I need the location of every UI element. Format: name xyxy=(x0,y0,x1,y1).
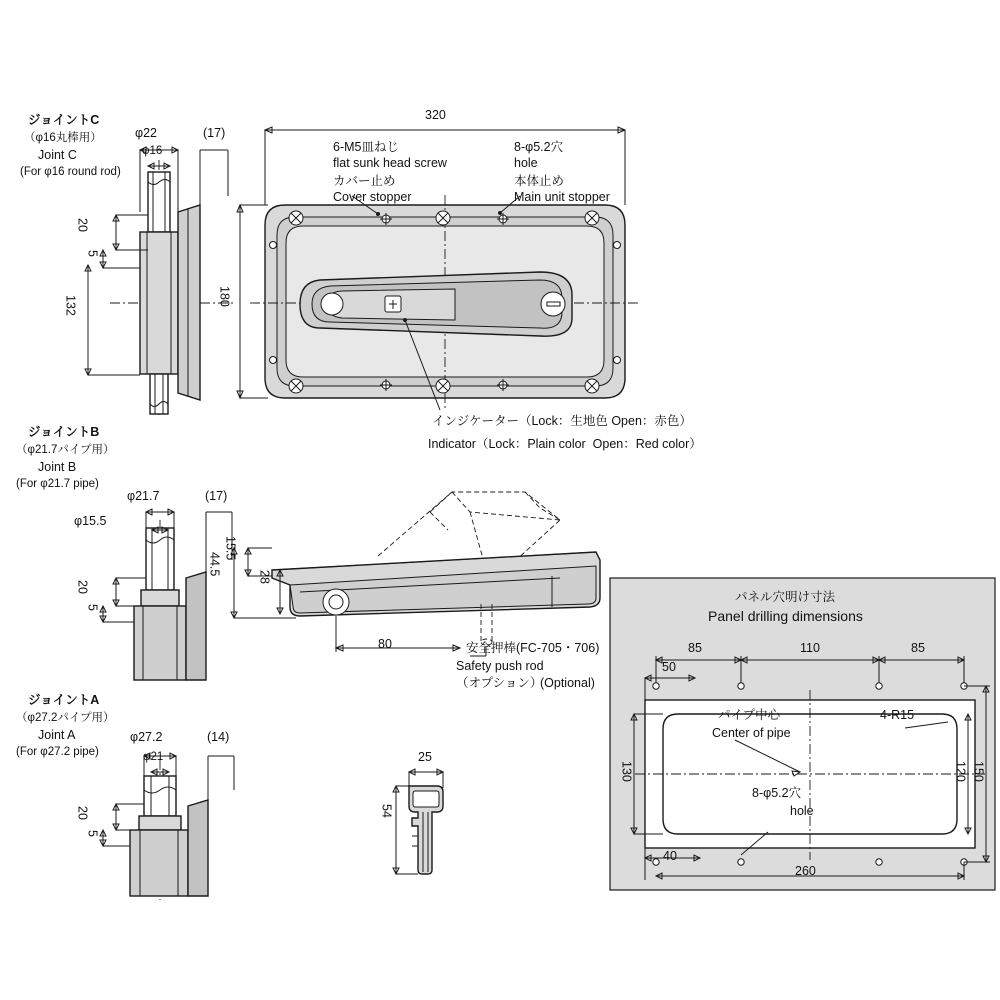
joint-a-spec-jp: （φ27.2パイプ用） xyxy=(16,712,115,724)
joint-a-dim-phi21: φ21 xyxy=(143,751,164,763)
joint-a-spec-en: (For φ27.2 pipe) xyxy=(16,746,99,758)
panel-dim-85-right: 85 xyxy=(911,641,925,655)
joint-b-name-jp: ジョイントB xyxy=(28,425,100,439)
joint-b-dim-phi217: φ21.7 xyxy=(127,489,160,503)
callout-main-stopper-en: Main unit stopper xyxy=(514,190,610,204)
panel-dim-50: 50 xyxy=(662,660,676,674)
joint-b-dim-5: 5 xyxy=(85,604,100,611)
joint-b-view xyxy=(100,509,232,680)
joint-b-dim-20: 20 xyxy=(75,580,90,594)
safety-rod-en2: (Optional) xyxy=(540,676,595,690)
panel-callout-hole-jp: 8-φ5.2穴 xyxy=(752,786,802,800)
joint-b-spec-en: (For φ21.7 pipe) xyxy=(16,478,99,490)
key-view xyxy=(393,769,443,874)
joint-c-dim-bracket: (17) xyxy=(203,126,226,140)
joint-c-dim-20: 20 xyxy=(75,218,90,232)
panel-title-en: Panel drilling dimensions xyxy=(708,608,863,624)
joint-c-dim-5: 5 xyxy=(85,250,100,257)
panel-callout-pipe-center-en: Center of pipe xyxy=(712,726,791,740)
callout-hole-jp: 8-φ5.2穴 xyxy=(514,140,564,154)
joint-b-spec-jp: （φ21.7パイプ用） xyxy=(16,444,115,456)
joint-a-dim-phi272: φ27.2 xyxy=(130,730,163,744)
panel-dim-40: 40 xyxy=(663,849,677,863)
side-view xyxy=(231,492,600,656)
joint-a-name-en: Joint A xyxy=(38,728,76,742)
panel-dim-85-left: 85 xyxy=(688,641,702,655)
callout-screw-jp: 6-M5皿ねじ xyxy=(333,140,399,154)
panel-callout-r15: 4-R15 xyxy=(880,708,915,722)
joint-c-dim-132: 132 xyxy=(63,295,78,316)
safety-rod-en: Safety push rod xyxy=(456,659,544,673)
indicator-label-jp: インジケーター（Lock：生地色 Open：赤色） xyxy=(432,414,692,428)
joint-c-spec-en: (For φ16 round rod) xyxy=(20,166,121,178)
side-view-dim-28: 28 xyxy=(257,570,272,584)
joint-c-view xyxy=(85,147,235,415)
panel-dim-110: 110 xyxy=(800,641,820,655)
panel-title-jp: パネル穴明け寸法 xyxy=(735,590,836,604)
callout-cover-en: Cover stopper xyxy=(333,190,412,204)
joint-c-name-jp: ジョイントC xyxy=(28,113,100,127)
joint-a-view xyxy=(100,753,234,900)
joint-c-spec-jp: （φ16丸棒用） xyxy=(24,132,102,144)
callout-hole-en: hole xyxy=(514,156,538,170)
panel-dim-150: 150 xyxy=(971,761,986,782)
joint-a-dim-bracket: (14) xyxy=(207,730,230,744)
side-view-dim-15-5: 15.5 xyxy=(223,536,238,561)
joint-b-dim-phi155: φ15.5 xyxy=(74,514,107,528)
joint-c-name-en: Joint C xyxy=(38,148,77,162)
joint-c-dim-phi16: φ16 xyxy=(142,145,163,157)
callout-cover-jp: カバー止め xyxy=(333,174,396,188)
panel-dim-260: 260 xyxy=(795,864,816,878)
joint-a-dim-5: 5 xyxy=(85,830,100,837)
panel-dim-130: 130 xyxy=(619,761,634,782)
key-dim-width: 25 xyxy=(418,750,432,764)
front-view-height-dim: 180 xyxy=(217,286,232,307)
callout-screw-en: flat sunk head screw xyxy=(333,156,447,170)
indicator-label-en: Indicator（Lock：Plain color Open：Red color） xyxy=(428,437,702,451)
safety-rod-jp: 安全押棒(FC-705・706) xyxy=(466,641,600,655)
panel-callout-hole-en: hole xyxy=(790,804,814,818)
key-dim-height: 54 xyxy=(379,804,394,818)
joint-b-name-en: Joint B xyxy=(38,460,77,474)
joint-a-dim-20: 20 xyxy=(75,806,90,820)
panel-dim-120: 120 xyxy=(953,761,968,782)
joint-c-dim-phi22: φ22 xyxy=(135,126,158,140)
safety-rod-jp2: （オプション） xyxy=(456,676,543,690)
joint-a-name-jp: ジョイントA xyxy=(28,693,100,707)
joint-b-dim-bracket: (17) xyxy=(205,489,228,503)
front-view-width-dim: 320 xyxy=(425,108,446,122)
side-view-dim-80: 80 xyxy=(378,637,392,651)
panel-callout-pipe-center-jp: パイプ中心 xyxy=(718,708,781,722)
side-view-dim-44-5: 44.5 xyxy=(207,552,222,577)
callout-main-stopper-jp: 本体止め xyxy=(514,174,565,188)
